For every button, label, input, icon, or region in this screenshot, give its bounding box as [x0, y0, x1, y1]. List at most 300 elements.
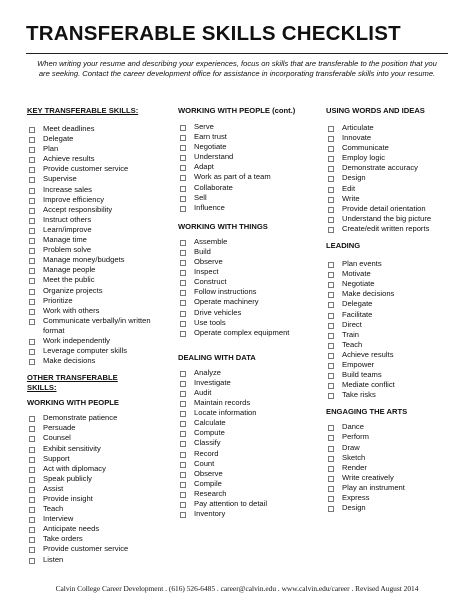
- checkbox-icon[interactable]: [180, 371, 186, 377]
- checklist-item: [27, 306, 167, 316]
- checklist-item: [178, 183, 318, 193]
- section-heading-working-with-people-cont: WORKING WITH PEOPLE (cont.): [178, 106, 296, 115]
- checklist-using-words-and-ideas: [326, 123, 456, 234]
- checklist-item-label: Plan events: [342, 259, 382, 269]
- checklist-item-label: Facilitate: [342, 309, 373, 319]
- checkbox-icon[interactable]: [328, 156, 334, 162]
- checklist-item-label: Play an instrument: [342, 482, 405, 492]
- column-1: [27, 106, 167, 565]
- checkbox-icon[interactable]: [29, 188, 35, 194]
- checklist-item-label: Innovate: [342, 133, 372, 143]
- checklist-item-label: Make decisions: [342, 289, 395, 299]
- checkbox-icon[interactable]: [180, 452, 186, 458]
- checkbox-icon[interactable]: [180, 462, 186, 468]
- section-heading-leading: LEADING: [326, 241, 361, 251]
- checklist-item-label: Locate information: [194, 408, 257, 418]
- checklist-item-label: Adapt: [194, 162, 214, 172]
- checklist-item: [27, 484, 167, 494]
- checklist-item-label: Teach: [342, 339, 363, 349]
- checklist-item: [178, 297, 318, 307]
- checklist-item-label: Instruct others: [43, 214, 92, 224]
- checklist-item-label: Design: [342, 503, 366, 513]
- checkbox-icon[interactable]: [29, 527, 35, 533]
- checklist-item-label: Record: [194, 448, 219, 458]
- checklist-item: [178, 267, 318, 277]
- checkbox-icon[interactable]: [328, 476, 334, 482]
- checklist-item: [178, 152, 318, 162]
- checkbox-icon[interactable]: [328, 496, 334, 502]
- checklist-item-label: Teach: [43, 504, 64, 514]
- checklist-item: [178, 308, 318, 318]
- checklist-item: [178, 247, 318, 257]
- checklist-item: [326, 443, 456, 453]
- checklist-item: [178, 318, 318, 328]
- checklist-item-label: Employ logic: [342, 153, 386, 163]
- checklist-item: [326, 123, 456, 133]
- checkbox-icon[interactable]: [29, 309, 35, 315]
- checklist-item: [178, 277, 318, 287]
- checkbox-icon[interactable]: [29, 416, 35, 422]
- checklist-item: [27, 164, 167, 174]
- checklist-item: [27, 524, 167, 534]
- checklist-item: [27, 336, 167, 346]
- checkbox-icon[interactable]: [180, 421, 186, 427]
- checklist-item-label: Delegate: [43, 134, 74, 144]
- checklist-item: [27, 275, 167, 285]
- checklist-item: [178, 122, 318, 132]
- checklist-item: [178, 132, 318, 142]
- checklist-item-label: Assemble: [194, 236, 228, 246]
- checkbox-icon[interactable]: [29, 319, 35, 325]
- checklist-item-label: Support: [43, 453, 70, 463]
- checklist-item: [178, 142, 318, 152]
- checklist-item-label: Count: [194, 458, 215, 468]
- checklist-item-label: Pay attention to detail: [194, 499, 268, 508]
- checklist-item: [178, 489, 318, 499]
- page-title: TRANSFERABLE SKILLS CHECKLIST: [26, 22, 401, 45]
- checklist-item: [178, 499, 318, 509]
- checkbox-icon[interactable]: [180, 311, 186, 317]
- checklist-working-with-things: [178, 237, 318, 338]
- checklist-item: [326, 483, 456, 493]
- checklist-item: [326, 269, 456, 279]
- checklist-item: [326, 143, 456, 153]
- checklist-item: [178, 388, 318, 398]
- section-heading-using-words-and-ideas: USING WORDS AND IDEAS: [326, 106, 425, 115]
- checkbox-icon[interactable]: [328, 363, 334, 369]
- checkbox-icon[interactable]: [180, 165, 186, 171]
- checkbox-icon[interactable]: [29, 278, 35, 284]
- checklist-item: [27, 255, 167, 265]
- checkbox-icon[interactable]: [180, 206, 186, 212]
- checklist-item-label: Express: [342, 493, 370, 502]
- checklist-item-label: Render: [342, 462, 367, 472]
- checkbox-icon[interactable]: [29, 426, 35, 432]
- checklist-item-label: Learn/improve: [43, 224, 92, 234]
- checkbox-icon[interactable]: [328, 343, 334, 349]
- checklist-item: [326, 259, 456, 269]
- checklist-item-label: Classify: [194, 438, 221, 448]
- checklist-item-label: Accept responsibility: [43, 204, 113, 214]
- checklist-item: [178, 257, 318, 267]
- checklist-item: [178, 193, 318, 203]
- checkbox-icon[interactable]: [29, 547, 35, 553]
- checkbox-icon[interactable]: [180, 492, 186, 498]
- checkbox-icon[interactable]: [29, 447, 35, 453]
- checklist-item-label: Communicate verbally/in written format: [43, 315, 151, 335]
- checklist-item: [27, 124, 167, 134]
- checklist-leading: [326, 259, 456, 400]
- checklist-item-label: Direct: [342, 319, 362, 329]
- checklist-item-label: Provide customer service: [43, 164, 129, 174]
- checklist-item-label: Increase sales: [43, 184, 92, 194]
- checkbox-icon[interactable]: [29, 558, 35, 564]
- checklist-item: [27, 134, 167, 144]
- checkbox-icon[interactable]: [180, 260, 186, 266]
- checkbox-icon[interactable]: [180, 441, 186, 447]
- checkbox-icon[interactable]: [29, 198, 35, 204]
- checkbox-icon[interactable]: [29, 517, 35, 523]
- checklist-item: [27, 504, 167, 514]
- checkbox-icon[interactable]: [328, 146, 334, 152]
- checkbox-icon[interactable]: [180, 472, 186, 478]
- checklist-item: [27, 316, 167, 336]
- checkbox-icon[interactable]: [328, 373, 334, 379]
- checklist-item-label: Mediate conflict: [342, 380, 395, 390]
- checklist-item: [27, 296, 167, 306]
- checklist-item-label: Anticipate needs: [43, 524, 100, 534]
- checkbox-icon[interactable]: [29, 339, 35, 345]
- checklist-item: [326, 473, 456, 483]
- checkbox-icon[interactable]: [180, 321, 186, 327]
- checkbox-icon[interactable]: [180, 381, 186, 387]
- checklist-item-label: Write: [342, 193, 360, 203]
- checkbox-icon[interactable]: [29, 289, 35, 295]
- column-2: [178, 106, 318, 519]
- checklist-item-label: Analyze: [194, 367, 222, 377]
- checkbox-icon[interactable]: [29, 477, 35, 483]
- checklist-item-label: Influence: [194, 202, 225, 212]
- checkbox-icon[interactable]: [328, 197, 334, 203]
- checklist-item-label: Articulate: [342, 123, 374, 132]
- checklist-item-label: Provide insight: [43, 494, 93, 503]
- checklist-item-label: Prioritize: [43, 295, 73, 305]
- checklist-item-label: Earn trust: [194, 132, 227, 142]
- checkbox-icon[interactable]: [180, 135, 186, 141]
- checklist-item: [326, 310, 456, 320]
- checkbox-icon[interactable]: [328, 446, 334, 452]
- checkbox-icon[interactable]: [29, 349, 35, 355]
- checklist-item: [27, 225, 167, 235]
- checklist-item: [326, 463, 456, 473]
- checkbox-icon[interactable]: [180, 331, 186, 337]
- checkbox-icon[interactable]: [180, 411, 186, 417]
- checklist-item-label: Act with diplomacy: [43, 463, 106, 473]
- checklist-item-label: Draw: [342, 442, 360, 452]
- checklist-item: [178, 479, 318, 489]
- checklist-item-label: Follow instructions: [194, 287, 257, 297]
- checkbox-icon[interactable]: [328, 187, 334, 193]
- checklist-item: [326, 320, 456, 330]
- checklist-item-label: Assist: [43, 483, 64, 493]
- checklist-item-label: Research: [194, 488, 227, 498]
- checkbox-icon[interactable]: [29, 268, 35, 274]
- checkbox-icon[interactable]: [328, 176, 334, 182]
- checklist-item-label: Sell: [194, 192, 207, 202]
- checklist-item-label: Provide detail orientation: [342, 203, 426, 213]
- checkbox-icon[interactable]: [180, 240, 186, 246]
- checklist-item: [178, 378, 318, 388]
- checkbox-icon[interactable]: [328, 313, 334, 319]
- checklist-item-label: Provide customer service: [43, 544, 129, 554]
- checklist-item-label: Take risks: [342, 390, 376, 400]
- checklist-item: [27, 265, 167, 275]
- checklist-item: [27, 174, 167, 184]
- checklist-item-label: Operate machinery: [194, 297, 259, 307]
- checkbox-icon[interactable]: [180, 482, 186, 488]
- checkbox-icon[interactable]: [328, 126, 334, 132]
- checkbox-icon[interactable]: [29, 238, 35, 244]
- checklist-item-label: Demonstrate accuracy: [342, 163, 418, 173]
- checklist-item-label: Work as part of a team: [194, 172, 271, 182]
- checkbox-icon[interactable]: [29, 177, 35, 183]
- checklist-item: [326, 330, 456, 340]
- checklist-item-label: Calculate: [194, 418, 226, 428]
- checkbox-icon[interactable]: [29, 228, 35, 234]
- checklist-item-label: Train: [342, 329, 360, 339]
- checkbox-icon[interactable]: [29, 147, 35, 153]
- checklist-item-label: Exhibit sensitivity: [43, 443, 101, 453]
- checklist-item-label: Dance: [342, 422, 364, 432]
- checkbox-icon[interactable]: [180, 280, 186, 286]
- checkbox-icon[interactable]: [328, 506, 334, 512]
- checklist-item-label: Understand: [194, 152, 234, 162]
- checklist-item-label: Communicate: [342, 143, 389, 153]
- checkbox-icon[interactable]: [29, 218, 35, 224]
- checklist-item-label: Write creatively: [342, 472, 394, 482]
- checklist-item: [178, 237, 318, 247]
- checkbox-icon[interactable]: [328, 383, 334, 389]
- checkbox-icon[interactable]: [180, 125, 186, 131]
- section-heading-other-transferable-skills: OTHER TRANSFERABLE SKILLS:: [27, 373, 118, 393]
- checklist-item-label: Achieve results: [43, 154, 95, 164]
- checklist-item: [178, 203, 318, 213]
- checklist-item: [326, 493, 456, 503]
- checkbox-icon[interactable]: [180, 250, 186, 256]
- checkbox-icon[interactable]: [328, 217, 334, 223]
- checkbox-icon[interactable]: [29, 157, 35, 163]
- checkbox-icon[interactable]: [328, 353, 334, 359]
- checklist-item: [27, 346, 167, 356]
- checklist-item: [326, 289, 456, 299]
- checkbox-icon[interactable]: [328, 435, 334, 441]
- checkbox-icon[interactable]: [328, 466, 334, 472]
- checklist-item: [27, 514, 167, 524]
- checklist-item: [27, 444, 167, 454]
- checkbox-icon[interactable]: [180, 196, 186, 202]
- checkbox-icon[interactable]: [328, 456, 334, 462]
- checkbox-icon[interactable]: [180, 391, 186, 397]
- checklist-item-label: Audit: [194, 387, 212, 397]
- checklist-item: [178, 428, 318, 438]
- checkbox-icon[interactable]: [29, 258, 35, 264]
- checklist-item-label: Persuade: [43, 423, 76, 433]
- checkbox-icon[interactable]: [180, 186, 186, 192]
- checkbox-icon[interactable]: [29, 497, 35, 503]
- checklist-item-label: Drive vehicles: [194, 307, 242, 317]
- checklist-item-label: Inventory: [194, 509, 226, 519]
- footer: Calvin College Career Development . (616) 526-6485 . career@calvin.edu . www.calvin.edu/career . Revised August 2014: [55, 584, 419, 593]
- checklist-item-label: Manage people: [43, 265, 96, 275]
- title-underline: [26, 53, 448, 54]
- checklist-item: [178, 162, 318, 172]
- checklist-item: [178, 418, 318, 428]
- checkbox-icon[interactable]: [180, 431, 186, 437]
- checklist-item: [326, 204, 456, 214]
- checklist-item: [27, 356, 167, 366]
- checklist-item: [27, 464, 167, 474]
- checkbox-icon[interactable]: [180, 401, 186, 407]
- checklist-item-label: Counsel: [43, 433, 71, 443]
- checklist-item: [178, 287, 318, 297]
- checkbox-icon[interactable]: [29, 299, 35, 305]
- checklist-working-with-people-cont: [178, 122, 318, 213]
- checkbox-icon[interactable]: [328, 272, 334, 278]
- checklist-item: [326, 224, 456, 234]
- checkbox-icon[interactable]: [29, 457, 35, 463]
- checkbox-icon[interactable]: [328, 136, 334, 142]
- checklist-item: [326, 299, 456, 309]
- section-heading-dealing-with-data: DEALING WITH DATA: [178, 352, 256, 362]
- checklist-item-label: Serve: [194, 122, 214, 131]
- checklist-item: [326, 350, 456, 360]
- checklist-item-label: Supervise: [43, 174, 77, 184]
- checklist-item: [27, 555, 167, 565]
- checklist-item-label: Inspect: [194, 267, 219, 277]
- checkbox-icon[interactable]: [29, 137, 35, 143]
- checklist-item-label: Operate complex equipment: [194, 327, 290, 337]
- checklist-item-label: Work with others: [43, 305, 100, 315]
- checkbox-icon[interactable]: [180, 300, 186, 306]
- checkbox-icon[interactable]: [328, 282, 334, 288]
- checklist-item: [27, 286, 167, 296]
- checklist-item: [178, 469, 318, 479]
- checklist-engaging-the-arts: [326, 422, 456, 513]
- checkbox-icon[interactable]: [29, 436, 35, 442]
- checklist-item-label: Negotiate: [194, 142, 227, 152]
- checklist-item: [27, 494, 167, 504]
- checkbox-icon[interactable]: [180, 155, 186, 161]
- checklist-item: [178, 449, 318, 459]
- checklist-item-label: Leverage computer skills: [43, 346, 127, 356]
- checkbox-icon[interactable]: [29, 487, 35, 493]
- checkbox-icon[interactable]: [180, 512, 186, 518]
- checklist-dealing-with-data: [178, 368, 318, 519]
- checkbox-icon[interactable]: [328, 302, 334, 308]
- checklist-item: [326, 432, 456, 442]
- section-heading-working-with-things: WORKING WITH THINGS: [178, 221, 268, 231]
- checkbox-icon[interactable]: [29, 507, 35, 513]
- section-heading-key-transferable-skills: KEY TRANSFERABLE SKILLS:: [27, 106, 139, 115]
- checkbox-icon[interactable]: [180, 270, 186, 276]
- checkbox-icon[interactable]: [29, 537, 35, 543]
- checkbox-icon[interactable]: [29, 167, 35, 173]
- checkbox-icon[interactable]: [29, 208, 35, 214]
- checkbox-icon[interactable]: [328, 166, 334, 172]
- checklist-item-label: Meet deadlines: [43, 124, 95, 133]
- checkbox-icon[interactable]: [180, 175, 186, 181]
- checklist-item-label: Understand the big picture: [342, 213, 432, 223]
- checklist-item-label: Interview: [43, 514, 74, 524]
- checklist-item: [326, 163, 456, 173]
- checkbox-icon[interactable]: [328, 425, 334, 431]
- checklist-item: [326, 380, 456, 390]
- checklist-item: [27, 245, 167, 255]
- checklist-item: [27, 454, 167, 464]
- checkbox-icon[interactable]: [328, 333, 334, 339]
- checkbox-icon[interactable]: [328, 486, 334, 492]
- checklist-item-label: Improve efficiency: [43, 194, 105, 204]
- checklist-item: [178, 172, 318, 182]
- section-heading-engaging-the-arts: ENGAGING THE ARTS: [326, 407, 408, 417]
- checklist-item-label: Negotiate: [342, 279, 375, 289]
- checklist-item-label: Investigate: [194, 377, 231, 387]
- checklist-item-label: Create/edit written reports: [342, 223, 430, 233]
- checkbox-icon[interactable]: [180, 502, 186, 508]
- checklist-item: [326, 194, 456, 204]
- checkbox-icon[interactable]: [328, 207, 334, 213]
- checkbox-icon[interactable]: [180, 290, 186, 296]
- checkbox-icon[interactable]: [29, 359, 35, 365]
- section-heading-working-with-people: WORKING WITH PEOPLE: [27, 398, 119, 408]
- checklist-item-label: Organize projects: [43, 285, 103, 295]
- checklist-item: [27, 544, 167, 554]
- checklist-item: [326, 184, 456, 194]
- checklist-item: [27, 205, 167, 215]
- checklist-item: [326, 173, 456, 183]
- checkbox-icon[interactable]: [29, 467, 35, 473]
- checklist-item-label: Compile: [194, 478, 222, 488]
- checkbox-icon[interactable]: [180, 145, 186, 151]
- checkbox-icon[interactable]: [328, 262, 334, 268]
- checkbox-icon[interactable]: [29, 248, 35, 254]
- checklist-item-label: Use tools: [194, 317, 226, 327]
- column-3: [326, 106, 456, 513]
- checkbox-icon[interactable]: [328, 292, 334, 298]
- checkbox-icon[interactable]: [328, 323, 334, 329]
- checklist-item: [27, 154, 167, 164]
- checklist-item: [27, 195, 167, 205]
- checklist-item: [27, 423, 167, 433]
- checklist-item: [326, 390, 456, 400]
- checkbox-icon[interactable]: [29, 127, 35, 133]
- checklist-item-label: Build teams: [342, 370, 382, 380]
- checklist-item-label: Collaborate: [194, 182, 233, 192]
- checklist-item-label: Manage time: [43, 235, 87, 245]
- checkbox-icon[interactable]: [328, 393, 334, 399]
- checklist-item-label: Make decisions: [43, 356, 96, 366]
- checklist-item: [27, 413, 167, 423]
- checklist-item-label: Compute: [194, 428, 225, 438]
- checkbox-icon[interactable]: [328, 227, 334, 233]
- checklist-item: [27, 144, 167, 154]
- checklist-item-label: Listen: [43, 554, 64, 564]
- checklist-item-label: Perform: [342, 432, 370, 442]
- checklist-item-label: Build: [194, 246, 211, 256]
- checklist-item: [178, 398, 318, 408]
- checklist-item-label: Achieve results: [342, 349, 394, 359]
- checklist-item: [27, 235, 167, 245]
